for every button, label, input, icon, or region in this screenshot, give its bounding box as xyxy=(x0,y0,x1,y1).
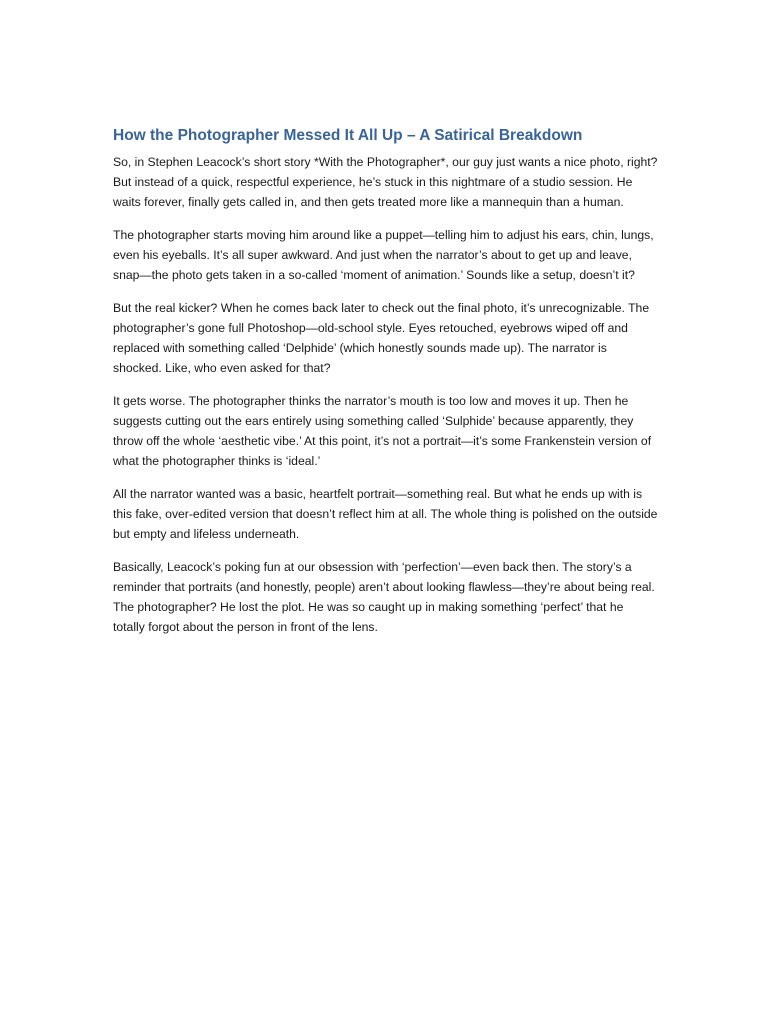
paragraph-6: Basically, Leacock’s poking fun at our obsession with ‘perfection’—even back then. The story’s a reminder that portraits (and honestly, people) aren’t about looking flawless—they’re about being real. The photographer? He lost the plot. He was so caught up in making something ‘perfect’ that he totally forgot about the person in front of the lens. xyxy=(113,560,655,634)
document-title: How the Photographer Messed It All Up – A Satirical Breakdown xyxy=(113,127,583,144)
paragraph-2: The photographer starts moving him around like a puppet—telling him to adjust his ears, chin, lungs, even his eyeballs. It’s all super awkward. And just when the narrator’s about to get up and leave, snap—the photo gets taken in a so-called ‘moment of animation.’ Sounds like a setup, doesn’t it? xyxy=(113,228,654,282)
paragraph-3: But the real kicker? When he comes back later to check out the final photo, it’s unrecognizable. The photographer’s gone full Photoshop—old-school style. Eyes retouched, eyebrows wiped off and replaced with something called ‘Delphide’ (which honestly sounds made up). The narrator is shocked. Like, who even asked for that? xyxy=(113,301,650,375)
paragraph-4: It gets worse. The photographer thinks the narrator’s mouth is too low and moves it up. Then he suggests cutting out the ears entirely using something called ‘Sulphide’ because apparently, they throw off the whole ‘aesthetic vibe.’ At this point, it’s not a portrait—it’s some Frankenstein version of what the photographer thinks is ‘ideal.’ xyxy=(113,394,652,468)
paragraph-1: So, in Stephen Leacock’s short story *With the Photographer*, our guy just wants a nice photo, right? But instead of a quick, respectful experience, he’s stuck in this nightmare of a studio session. He waits forever, finally gets called in, and then gets treated more like a mannequin than a human. xyxy=(113,155,658,209)
document-body xyxy=(113,125,658,650)
paragraph-5: All the narrator wanted was a basic, heartfelt portrait—something real. But what he ends up with is this fake, over-edited version that doesn’t reflect him at all. The whole thing is polished on the outside but empty and lifeless underneath. xyxy=(113,487,658,541)
